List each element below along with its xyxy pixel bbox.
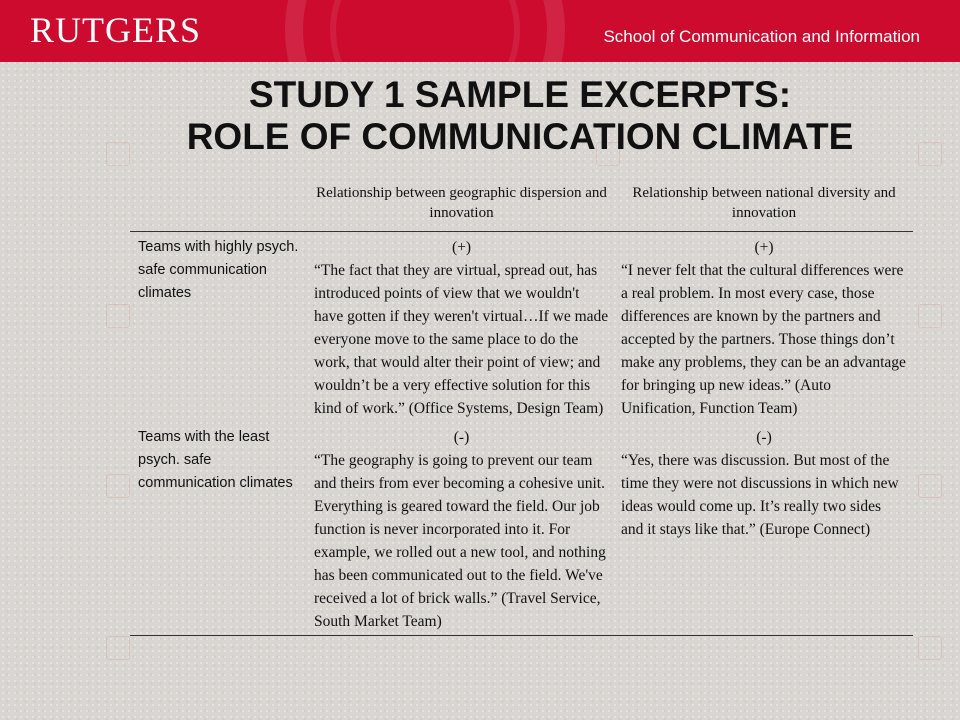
relationship-sign: (+) [451,239,472,256]
page-title [0,74,960,158]
excerpts-table [130,181,913,636]
background-motif [918,304,942,328]
table-cell [308,422,615,636]
school-name: School of Communication and Information [603,27,920,46]
row-label: Teams with highly psych. safe communication climates [138,239,299,301]
seal-watermark-inner [330,0,520,62]
rutgers-logo: RUTGERS [30,10,202,50]
excerpt-quote: “I never felt that the cultural differences were a real problem. In most every case, those differences are known by the partners and accepted by the partners. Those things don’t make any problems, they can be an advantage for bringing up new ideas.” (Auto Unification, Function Team) [621,262,906,417]
background-motif [106,304,130,328]
table-cell [615,232,913,423]
table-cell [615,422,913,636]
relationship-sign: (-) [756,429,772,446]
table-row [130,232,913,423]
relationship-sign: (+) [754,239,774,256]
table-cell [308,232,615,423]
row-label: Teams with the least psych. safe communication climates [130,422,308,636]
table-header-row [130,181,913,232]
background-motif [106,474,130,498]
excerpt-quote: “The fact that they are virtual, spread out, has introduced points of view that we wouldn't have gotten if they weren't virtual…If we made everyone move to the same place to do the work, that would alter their point of view; and wouldn’t be a very effective solution for this kind of work.” (Office Systems, Design Team) [314,262,609,417]
relationship-sign: (-) [453,429,470,446]
background-motif [106,636,130,660]
excerpt-quote: “The geography is going to prevent our team and theirs from ever becoming a cohesive unit. Everything is geared toward the field. Our job function is never incorporated into it. For example, we rolled out a new tool, and nothing has been communicated out to the field. We've received a lot of brick walls.” (Travel Service, South Market Team) [314,452,606,630]
column-header-empty [130,181,308,232]
background-motif [918,636,942,660]
column-header-national: Relationship between national diversity and innovation [615,181,913,232]
table-row [130,422,913,636]
excerpt-quote: “Yes, there was discussion. But most of the time they were not discussions in which new ideas would come up. It’s really two sides and it stays like that.” (Europe Connect) [621,452,899,538]
column-header-geographic: Relationship between geographic dispersion and innovation [308,181,615,232]
title-line-1: STUDY 1 SAMPLE EXCERPTS: [248,74,792,115]
background-motif [918,474,942,498]
title-line-2: ROLE OF COMMUNICATION CLIMATE [186,116,854,157]
header-banner [0,0,960,62]
